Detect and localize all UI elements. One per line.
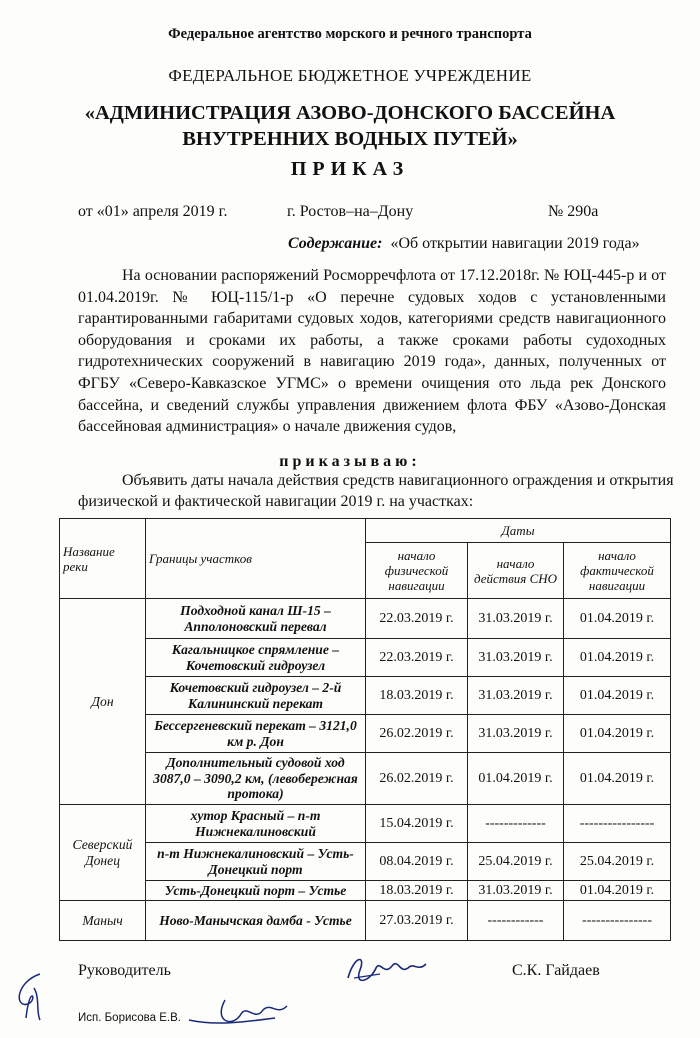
- physical-date: 18.03.2019 г.: [366, 677, 468, 715]
- physical-date: 15.04.2019 г.: [366, 805, 468, 843]
- section-bounds: Кочетовский гидроузел – 2-й Калининский перекат: [146, 677, 366, 715]
- sno-date: 31.03.2019 г.: [468, 599, 564, 639]
- section-bounds: хутор Красный – п-т Нижнекалиновский: [146, 805, 366, 843]
- physical-date: 27.03.2019 г.: [366, 901, 468, 941]
- sno-date: 31.03.2019 г.: [468, 715, 564, 753]
- sno-date: 31.03.2019 г.: [468, 639, 564, 677]
- announce-paragraph: Объявить даты начала действия средств навигационного ограждения и открытия физической и фактической навигации 2019 г. на участках:: [78, 472, 674, 510]
- table-row: [60, 753, 671, 805]
- header-actual: начало фактической навигации: [564, 543, 671, 599]
- physical-date: 26.02.2019 г.: [366, 753, 468, 805]
- physical-date: 22.03.2019 г.: [366, 599, 468, 639]
- section-bounds: Кагальницкое спрямление – Кочетовский гидроузел: [146, 639, 366, 677]
- actual-date: 01.04.2019 г.: [564, 753, 671, 805]
- header-physical: начало физической навигации: [366, 543, 468, 599]
- body-paragraph: На основании распоряжений Росморречфлота от 17.12.2018г. № ЮЦ-445-р и от 01.04.2019г. № ЮЦ-115/1-р «О перечне судовых ходов с установленными гарантированными габаритами судовых ходов, категориями средств навигационного оборудования и сроками их работы, а также сроками работы судоходных гидротехнических сооружений в навигацию 2019 года», данных, полученных от ФГБУ «Северо-Кавказское УГМС» о времени очищения ото льда рек Донского бассейна, и сведений службы управления движением флота ФБУ «Азово-Донская бассейновая администрация» о начале движения судов,: [78, 267, 666, 436]
- order-directive: приказываю:: [279, 453, 421, 470]
- section-bounds: Бессергеневский перекат – 3121,0 км р. Дон: [146, 715, 366, 753]
- table-row: [60, 677, 671, 715]
- table-row: [60, 881, 671, 901]
- river-name: Дон: [60, 599, 146, 805]
- actual-date: 25.04.2019 г.: [564, 843, 671, 881]
- table-row: [60, 901, 671, 941]
- section-bounds: Ново-Манычская дамба - Устье: [146, 901, 366, 941]
- order-subject: [288, 235, 640, 253]
- actual-date: 01.04.2019 г.: [564, 677, 671, 715]
- table-row: [60, 805, 671, 843]
- section-bounds: Дополнительный судовой ход 3087,0 – 3090,2 км, (левобережная протока): [146, 753, 366, 805]
- physical-date: 26.02.2019 г.: [366, 715, 468, 753]
- approval-initials: [10, 968, 50, 1026]
- river-name: Северский Донец: [60, 805, 146, 901]
- head-name: С.К. Гайдаев: [512, 962, 600, 979]
- header-section: Границы участков: [146, 519, 366, 599]
- document-title: ПРИКАЗ: [290, 158, 410, 180]
- actual-date: 01.04.2019 г.: [564, 715, 671, 753]
- actual-date: ---------------: [564, 901, 671, 941]
- sno-date: 31.03.2019 г.: [468, 677, 564, 715]
- table-row: [60, 843, 671, 881]
- order-city: г. Ростов–на–Дону: [287, 203, 414, 220]
- head-title: Руководитель: [78, 962, 171, 979]
- organization-name-line1: «АДМИНИСТРАЦИЯ АЗОВО-ДОНСКОГО БАССЕЙНА: [84, 102, 616, 124]
- river-name: Маныч: [60, 901, 146, 941]
- order-number: № 290а: [548, 203, 599, 220]
- navigation-dates-table: [59, 518, 671, 941]
- sno-date: ------------: [468, 901, 564, 941]
- sno-date: 25.04.2019 г.: [468, 843, 564, 881]
- subject-text: «Об открытии навигации 2019 года»: [390, 235, 640, 252]
- organization-name-line2: ВНУТРЕННИХ ВОДНЫХ ПУТЕЙ»: [182, 128, 518, 150]
- actual-date: 01.04.2019 г.: [564, 881, 671, 901]
- director-signature: [340, 948, 440, 988]
- physical-date: 08.04.2019 г.: [366, 843, 468, 881]
- actual-date: 01.04.2019 г.: [564, 599, 671, 639]
- actual-date: ----------------: [564, 805, 671, 843]
- executor-note: Исп. Борисова Е.В.: [78, 1012, 181, 1024]
- section-bounds: Подходной канал Ш-15 – Апполоновский перевал: [146, 599, 366, 639]
- table-row: [60, 639, 671, 677]
- sno-date: -------------: [468, 805, 564, 843]
- header-dates: Даты: [366, 519, 671, 543]
- header-river: Название реки: [60, 519, 146, 599]
- order-date: от «01» апреля 2019 г.: [78, 203, 228, 220]
- physical-date: 22.03.2019 г.: [366, 639, 468, 677]
- subject-label: Содержание:: [288, 235, 383, 252]
- agency-name: Федеральное агентство морского и речного транспорта: [168, 26, 532, 42]
- physical-date: 18.03.2019 г.: [366, 881, 468, 901]
- institution-type: ФЕДЕРАЛЬНОЕ БЮДЖЕТНОЕ УЧРЕЖДЕНИЕ: [168, 66, 532, 85]
- sno-date: 01.04.2019 г.: [468, 753, 564, 805]
- table-row: [60, 599, 671, 639]
- section-bounds: п-т Нижнекалиновский – Усть-Донецкий порт: [146, 843, 366, 881]
- sno-date: 31.03.2019 г.: [468, 881, 564, 901]
- header-sno: начало действия СНО: [468, 543, 564, 599]
- table-row: [60, 715, 671, 753]
- actual-date: 01.04.2019 г.: [564, 639, 671, 677]
- executor-signature: [185, 992, 295, 1034]
- section-bounds: Усть-Донецкий порт – Устье: [146, 881, 366, 901]
